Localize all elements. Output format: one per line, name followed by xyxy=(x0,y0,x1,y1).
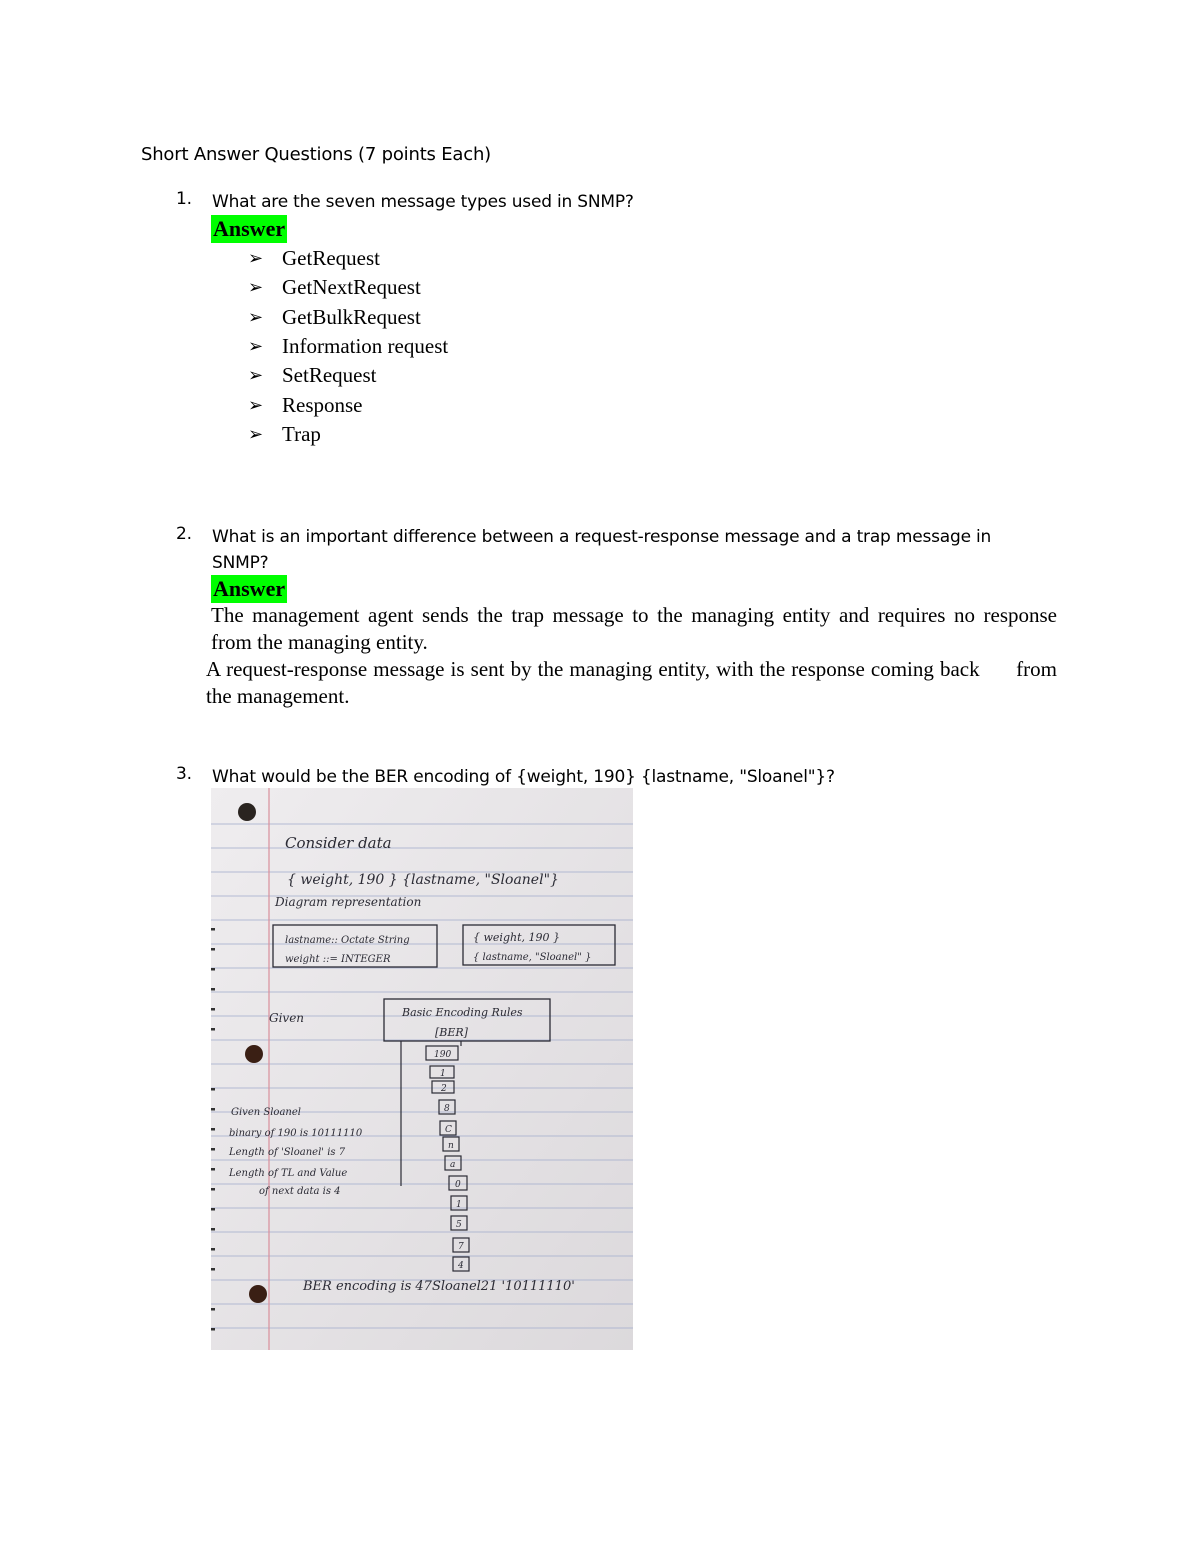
arrow-bullet-icon: ➢ xyxy=(248,306,264,327)
note-line: weight ::= INTEGER xyxy=(285,954,391,965)
list-item-text: SetRequest xyxy=(282,363,377,388)
list-item-text: GetNextRequest xyxy=(282,275,421,300)
punch-hole xyxy=(238,803,256,821)
list-item xyxy=(248,303,448,332)
answer-paragraph: A request-response message is sent by the managing entity, with the response coming back from the management. xyxy=(206,657,1057,708)
question-number: 1. xyxy=(176,189,192,209)
note-line: Diagram representation xyxy=(275,895,422,909)
column-cell: 190 xyxy=(434,1050,452,1060)
note-line: Basic Encoding Rules xyxy=(402,1006,523,1019)
column-cell: n xyxy=(448,1141,454,1151)
list-item xyxy=(248,420,448,449)
answer-paragraph: The management agent sends the trap message to the managing entity and requires no response from the managing entity. xyxy=(211,603,1057,654)
note-line: { weight, 190 } xyxy=(473,931,560,944)
arrow-bullet-icon: ➢ xyxy=(248,336,264,357)
arrow-bullet-icon: ➢ xyxy=(248,248,264,269)
note-line: { lastname, "Sloanel" } xyxy=(473,952,592,963)
question-number: 3. xyxy=(176,764,192,784)
side-note: binary of 190 is 10111110 xyxy=(229,1128,363,1139)
column-cell: 8 xyxy=(444,1104,450,1114)
answer-label: Answer xyxy=(213,576,286,601)
column-cell: a xyxy=(450,1160,456,1170)
punch-hole xyxy=(245,1045,263,1063)
list-item-text: Response xyxy=(282,392,363,417)
list-item xyxy=(248,390,448,419)
list-item-text: GetBulkRequest xyxy=(282,304,421,329)
punch-hole xyxy=(249,1285,267,1303)
answer-label: Answer xyxy=(213,216,286,241)
section-heading: Short Answer Questions (7 points Each) xyxy=(141,144,491,165)
handwritten-notes-photo xyxy=(211,788,633,1350)
note-line: [BER] xyxy=(435,1026,468,1039)
side-note: Length of TL and Value xyxy=(229,1168,348,1179)
list-item-text: Information request xyxy=(282,334,449,359)
note-line: lastname:: Octate String xyxy=(285,935,410,946)
column-cell: 0 xyxy=(455,1180,461,1190)
column-cell: 1 xyxy=(440,1069,446,1079)
list-item xyxy=(248,361,448,390)
column-cell: 2 xyxy=(441,1084,447,1094)
question-1 xyxy=(0,189,1200,215)
arrow-bullet-icon: ➢ xyxy=(248,423,264,444)
arrow-bullet-icon: ➢ xyxy=(248,365,264,386)
side-note: of next data is 4 xyxy=(259,1186,341,1197)
side-note: Length of 'Sloanel' is 7 xyxy=(229,1147,346,1158)
column-cell: 1 xyxy=(456,1200,462,1210)
question-2 xyxy=(0,524,1200,576)
column-cell: 7 xyxy=(458,1242,464,1252)
note-line: { weight, 190 } {lastname, "Sloanel"} xyxy=(287,872,559,888)
list-item xyxy=(248,332,448,361)
question-text: What are the seven message types used in SNMP? xyxy=(212,192,634,212)
side-note: Given Sloanel xyxy=(231,1107,301,1118)
list-item-text: GetRequest xyxy=(282,246,380,271)
question-3 xyxy=(0,764,1200,790)
note-line: Given xyxy=(269,1011,305,1025)
note-line: Consider data xyxy=(285,834,392,852)
question-text-continued: SNMP? xyxy=(212,553,269,573)
list-item-text: Trap xyxy=(282,421,321,446)
answer-list xyxy=(248,244,448,449)
notebook-page-illustration xyxy=(211,788,633,1350)
column-cell: 4 xyxy=(458,1261,464,1271)
question-text: What would be the BER encoding of {weight, 190} {lastname, "Sloanel"}? xyxy=(212,767,835,787)
list-item xyxy=(248,244,448,273)
question-number: 2. xyxy=(176,524,192,544)
result-line: BER encoding is 47Sloanel21 '10111110' xyxy=(303,1279,575,1294)
list-item xyxy=(248,273,448,302)
column-cell: C xyxy=(445,1125,452,1135)
question-text: What is an important difference between a request-response message and a trap message in xyxy=(212,527,992,547)
arrow-bullet-icon: ➢ xyxy=(248,394,264,415)
column-cell: 5 xyxy=(456,1220,462,1230)
arrow-bullet-icon: ➢ xyxy=(248,277,264,298)
